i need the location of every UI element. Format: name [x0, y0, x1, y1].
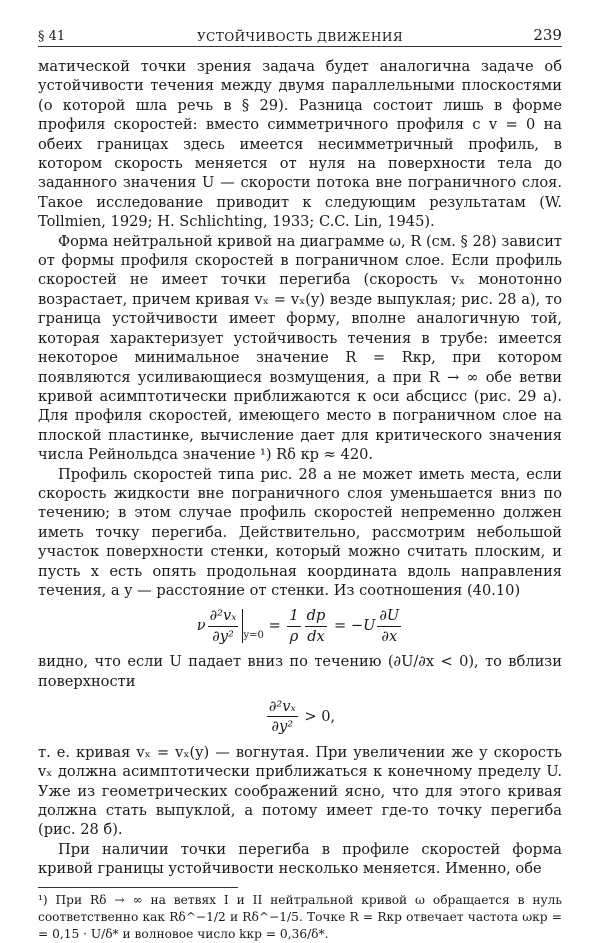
paragraph: Форма нейтральной кривой на диаграмме ω, R (см. § 28) зависит от формы профиля скоростей в пограничном слое. Если профиль скоростей не имеет точки перегиба (скорость vₓ монотонно возрастает, причем кривая vₓ = vₓ(y) везде выпуклая; рис. 28 а), то граница устойчивости имеет форму, вполне аналогичную той, которая характеризует устойчивость течения в трубе: имеется некоторое минимальное значение R = Rкр, при котором появляются усиливающиеся возмущения, а при R → ∞ обе ветви кривой асимптотически приближаются к оси абсцисс (рис. 29 а). Для профиля скоростей, имеющего место в пограничном слое на плоской пластинке, вычисление дает для критического значения числа Рейнольдса значение ¹) Rδ кр ≈ 420.	[38, 232, 562, 464]
paragraph: При наличии точки перегиба в профиле скоростей форма кривой границы устойчивости несколько меняется. Именно, обе	[38, 840, 562, 878]
running-title: УСТОЙЧИВОСТЬ ДВИЖЕНИЯ	[196, 30, 404, 44]
fraction: $\frac{dp}{dx}$	[306, 607, 326, 645]
fraction: $\frac{\text{∂²vₓ}}{\text{∂y²}}$	[268, 698, 296, 736]
page	[38, 22, 562, 943]
body-text	[38, 57, 562, 879]
fraction: $\frac{\partial U}{\partial x}$	[379, 607, 400, 645]
equation-1: ν $\frac{\text{∂²vₓ}}{\text{∂y²}}$ $_{y=0}$ = $\frac{1}{\rho}$ $\frac{dp}{dx}$ = −U $\frac{\partial U}{\partial x}$	[196, 607, 400, 645]
formula-subscript: y=0	[243, 630, 264, 642]
paragraph: видно, что если U падает вниз по течению (∂U/∂x < 0), то вблизи поверхности	[38, 653, 562, 690]
footnote: ¹) При Rδ → ∞ на ветвях I и II нейтральной кривой ω обращается в нуль соответственно как Rδ^−1/2 и Rδ^−1/5. Точке R = Rкр отвечает частота ωкр = = 0,15 · U/δ* и волновое число kкр = 0,36/δ*.	[38, 892, 562, 941]
formula-coef: ν	[196, 617, 206, 635]
fraction: $\frac{\text{∂²vₓ}}{\text{∂y²}}$	[209, 607, 237, 645]
equation-2: $\frac{\text{∂²vₓ}}{\text{∂y²}}$ > 0,	[268, 698, 336, 736]
page-header	[38, 22, 562, 47]
page-number: 239	[533, 26, 562, 44]
section-number: § 41	[38, 29, 66, 44]
paragraph: Профиль скоростей типа рис. 28 а не может иметь места, если скорость жидкости вне пограничного слоя уменьшается вниз по течению; в этом случае профиль скоростей непременно должен иметь точку перегиба. Действительно, рассмотрим небольшой участок поверхности стенки, который можно считать плоским, и пусть x есть опять продольная координата вдоль направления течения, а y — расстояние от стенки. Из соотношения (40.10)	[38, 465, 562, 599]
fraction: $\frac{1}{\rho}$	[289, 607, 299, 645]
paragraph: матической точки зрения задача будет аналогична задаче об устойчивости течения между двумя параллельными плоскостями (о которой шла речь в § 29). Разница состоит лишь в форме профиля скоростей: вместо симметричного профиля с v = 0 на обеих границах здесь имеется несимметричный профиль, в котором скорость меняется от нуля на поверхности тела до заданного значения U — скорости потока вне пограничного слоя. Такое исследование приводит к следующим результатам (W. Tollmien, 1929; H. Schlichting, 1933; C.C. Lin, 1945).	[38, 58, 562, 231]
footnote-rule	[38, 887, 238, 888]
paragraph: т. е. кривая vₓ = vₓ(y) — вогнутая. При увеличении же y скорость vₓ должна асимптотически приближаться к конечному пределу U. Уже из геометрических соображений ясно, что для этого кривая должна стать выпуклой, а потому имеет где-то точку перегиба (рис. 28 б).	[38, 743, 562, 839]
